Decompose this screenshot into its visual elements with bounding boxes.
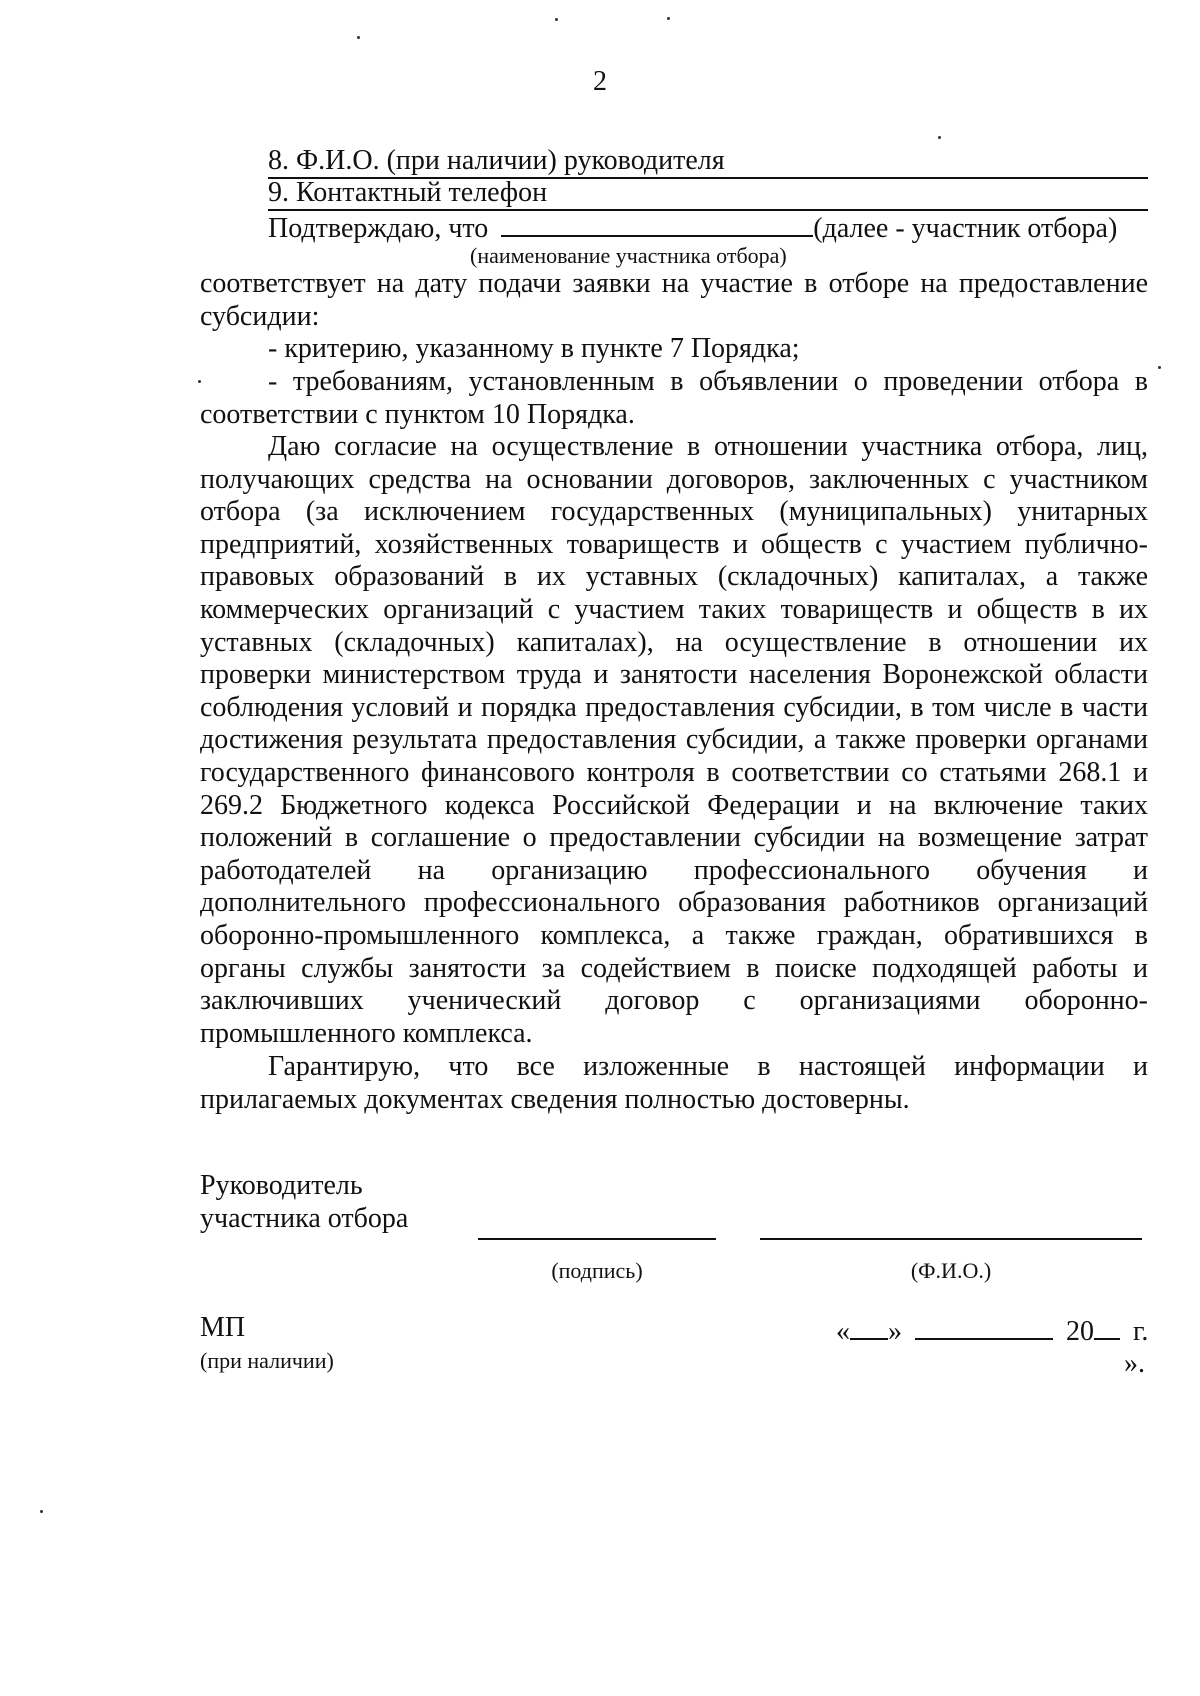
participant-caption: (наименование участника отбора) — [470, 243, 787, 268]
name-field[interactable] — [760, 1238, 1142, 1240]
year-prefix: 20 — [1066, 1316, 1094, 1347]
item8-field[interactable] — [268, 145, 1148, 179]
requirements-item: - требованиям, установленным в объявлении о проведении отбора в соответствии с пунктом 10 Порядка. — [200, 366, 1148, 430]
seal-caption: (при наличии) — [200, 1348, 334, 1373]
item9-field[interactable] — [268, 177, 1148, 211]
name-caption: (Ф.И.О.) — [910, 1258, 992, 1283]
participant-name-field[interactable] — [501, 209, 813, 237]
signature-caption: (подпись) — [551, 1258, 643, 1283]
date-open-quote: « — [836, 1316, 850, 1347]
criterion-item: - критерию, указанному в пункте 7 Порядка; — [268, 333, 800, 364]
date-close-quote: » — [888, 1316, 902, 1347]
page-number: 2 — [593, 66, 607, 97]
confirm-prefix: Подтверждаю, что — [268, 213, 489, 244]
guarantee-paragraph: Гарантирую, что все изложенные в настоящей информации и прилагаемых документах сведения полностью достоверны. — [200, 1051, 1148, 1115]
confirm-suffix: (далее - участник отбора) — [813, 213, 1118, 244]
scan-speck — [555, 18, 558, 21]
confirm-line — [268, 209, 1117, 245]
item8-label: 8. Ф.И.О. (при наличии) руководителя — [268, 145, 725, 176]
seal-label: МП — [200, 1312, 246, 1343]
signature-field[interactable] — [478, 1238, 716, 1240]
scan-speck — [357, 36, 360, 39]
month-field[interactable] — [915, 1312, 1053, 1340]
compliance-line: соответствует на дату подачи заявки на участие в отборе на предоставление субсидии: — [200, 268, 1148, 332]
scan-speck — [1158, 366, 1161, 369]
date-line — [836, 1312, 1148, 1348]
closing-mark: ». — [1124, 1348, 1145, 1379]
head-title-line2: участника отбора — [200, 1203, 409, 1234]
consent-paragraph: Даю согласие на осуществление в отношении участника отбора, лиц, получающих средства на основании договоров, заключенных с участником отбора (за исключением государственных (муниципальных) унитарных предприятий, хозяйственных товариществ и обществ с участием публично-правовых образований в их уставных (складочных) капиталах, а также коммерческих организаций с участием таких товариществ и обществ в их уставных (складочных) капиталах), на осуществление в отношении их проверки министерством труда и занятости населения Воронежской области соблюдения условий и порядка предоставления субсидии, в том числе в части достижения результата предоставления субсидии, а также проверки органами государственного финансового контроля в соответствии со статьями 268.1 и 269.2 Бюджетного кодекса Российской Федерации и на включение таких положений в соглашение о предоставлении субсидии на возмещение затрат работодателей на организацию профессионального обучения и дополнительного профессионального образования работников организаций оборонно-промышленного комплекса, а также граждан, обратившихся в органы службы занятости за содействием в поиске подходящей работы и заключивших ученический договор с организациями оборонно-промышленного комплекса. — [200, 431, 1148, 1049]
head-title-line1: Руководитель — [200, 1170, 363, 1201]
year-field[interactable] — [1094, 1312, 1120, 1340]
year-suffix: г. — [1133, 1316, 1149, 1347]
day-field[interactable] — [850, 1312, 888, 1340]
scan-speck — [40, 1510, 43, 1513]
item9-label: 9. Контактный телефон — [268, 177, 548, 208]
scan-speck — [667, 17, 670, 20]
scan-speck — [938, 136, 941, 139]
